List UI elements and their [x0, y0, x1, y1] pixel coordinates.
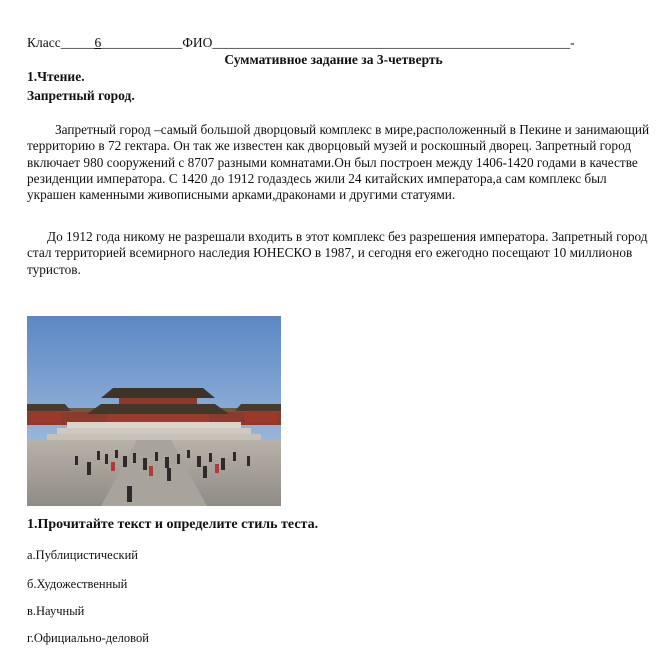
class-line: ____________: [101, 35, 183, 50]
paragraph-1-text: Запретный город –самый большой дворцовый комплекс в мире,расположенный в Пекине и занимающий территорию в 72 гектара. Он так же известен как дворцовый музей и роскошный дворец. Запретный город включает 980 сооружений с 8707 разными комнатами.Он был построен между 1406-1420 годами в качестве резиденции императора. С 1420 до 1912 годаздесь жили 24 китайских императора,а сам комплекс был украшен каменными живописными арками,драконами и другими статуями.: [27, 122, 650, 203]
section-heading: 1.Чтение.: [27, 69, 85, 84]
assignment-title: Суммативное задание за 3-четверть: [224, 52, 443, 67]
question-heading: 1.Прочитайте текст и определите стиль теста.: [27, 517, 319, 532]
paragraph-2: [27, 229, 653, 278]
forbidden-city-photo: [27, 316, 281, 506]
option-c: в.Научный: [27, 604, 85, 618]
paragraph-1: [27, 122, 653, 203]
paragraph-2-text: До 1912 года никому не разрешали входить в этот комплекс без разрешения императора. Запретный город стал территорией всемирного наследия ЮНЕСКО в 1987, и сегодня его ежегодно посещают 10 миллионов туристов.: [27, 229, 648, 277]
fio-label: ФИО: [182, 35, 213, 50]
fio-line: _____________________________________________________-: [212, 35, 575, 50]
class-label: Класс_____: [27, 35, 95, 50]
option-a: а.Публицистический: [27, 548, 138, 562]
header-line: [27, 35, 575, 51]
class-value: 6: [94, 35, 102, 50]
photo-illustration: [27, 316, 281, 506]
option-d: г.Официально-деловой: [27, 631, 149, 645]
option-b: б.Художественный: [27, 577, 128, 591]
text-title: Запретный город.: [27, 88, 135, 103]
